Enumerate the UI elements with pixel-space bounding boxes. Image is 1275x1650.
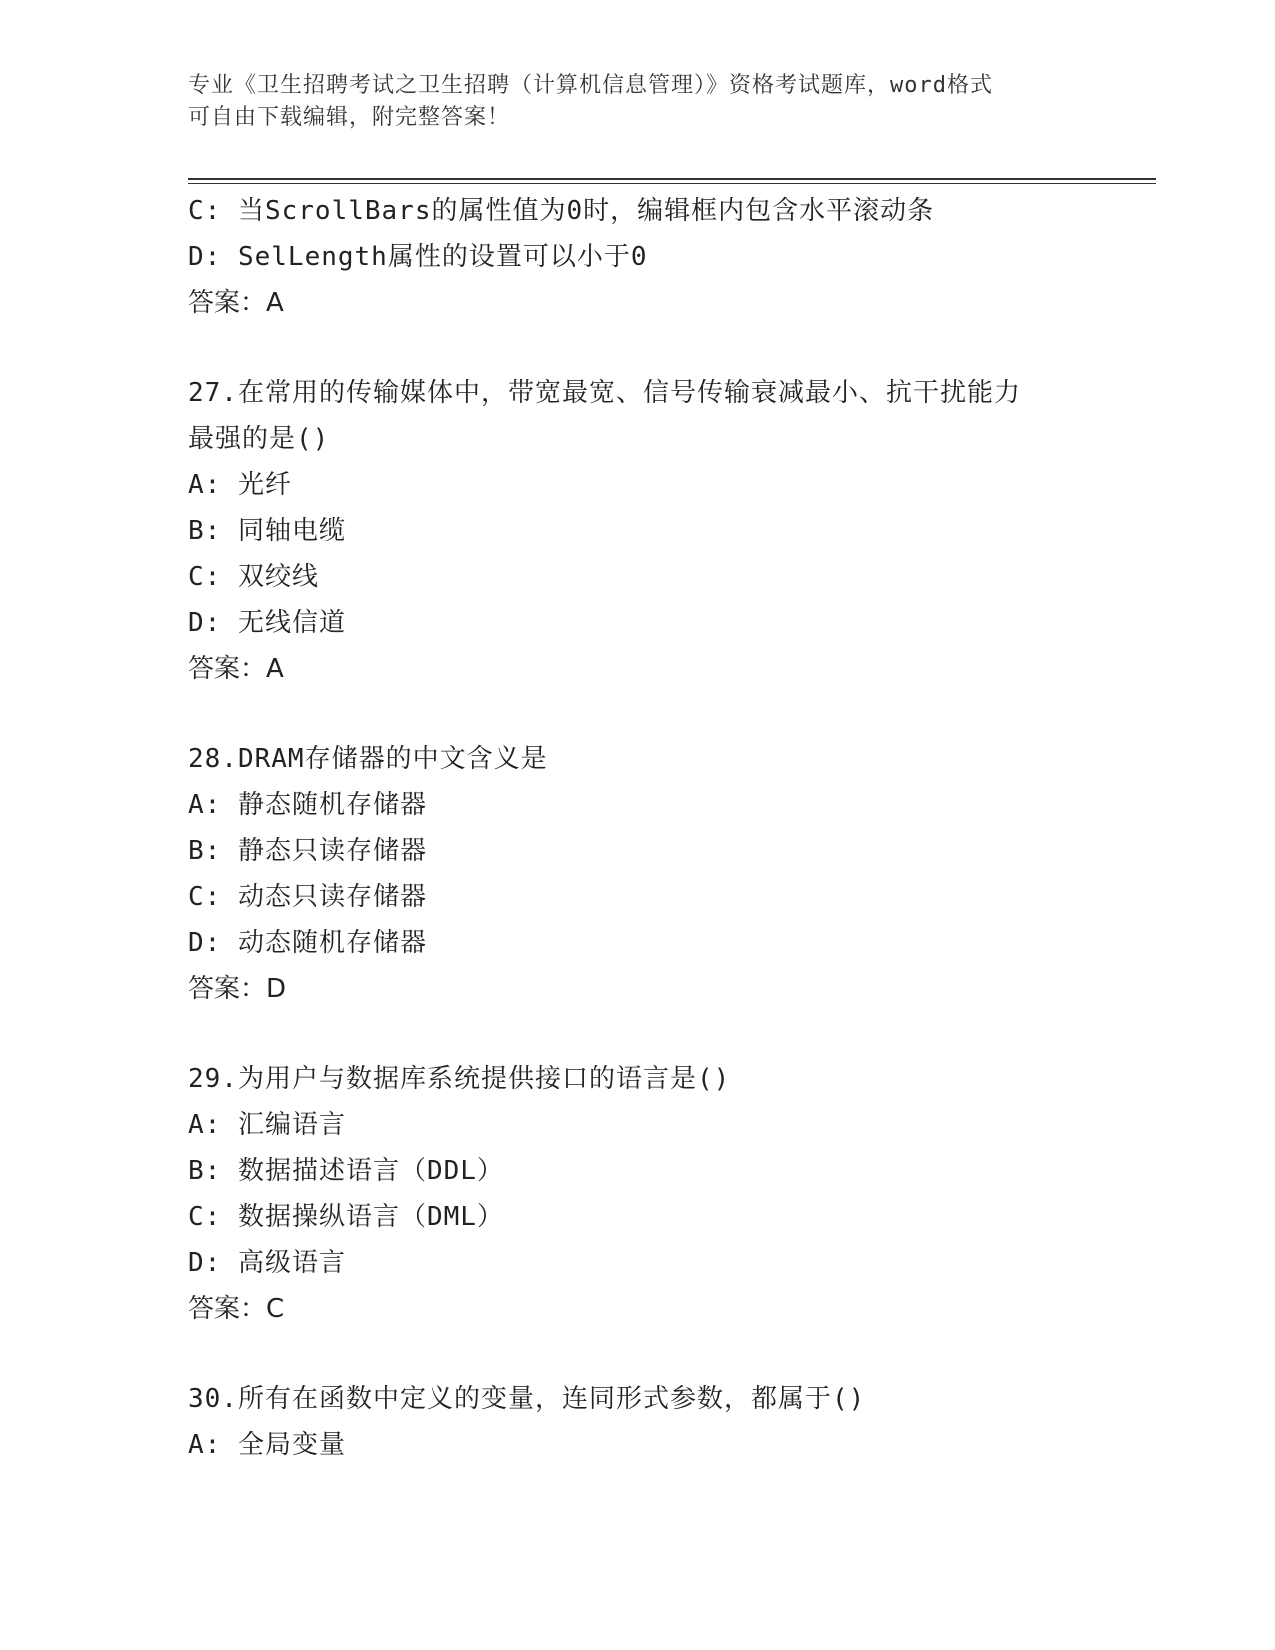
question-list (188, 188, 1088, 1468)
option-a: A: 静态随机存储器 (188, 790, 427, 820)
option-c: C: 当ScrollBars的属性值为0时，编辑框内包含水平滚动条 (188, 196, 935, 226)
option-d: D: 无线信道 (188, 608, 346, 638)
option-d: D: 动态随机存储器 (188, 928, 427, 958)
answer: 答案：C (188, 1294, 285, 1324)
document-header (188, 70, 1068, 134)
answer: 答案：A (188, 654, 284, 684)
option-a: A: 全局变量 (188, 1430, 346, 1460)
answer: 答案：D (188, 974, 287, 1004)
question-stem: 28.DRAM存储器的中文含义是 (188, 744, 548, 774)
header-rule-thin (188, 183, 1156, 184)
option-b: B: 数据描述语言（DDL） (188, 1156, 504, 1186)
question-stem: 29.为用户与数据库系统提供接口的语言是() (188, 1064, 731, 1094)
option-c: C: 双绞线 (188, 562, 319, 592)
question-stem: 30.所有在函数中定义的变量，连同形式参数，都属于() (188, 1384, 866, 1414)
option-b: B: 同轴电缆 (188, 516, 346, 546)
option-b: B: 静态只读存储器 (188, 836, 427, 866)
question-stem-cont: 最强的是() (188, 424, 330, 454)
option-c: C: 动态只读存储器 (188, 882, 427, 912)
header-rule-thick (188, 178, 1156, 180)
option-c: C: 数据操纵语言（DML） (188, 1202, 504, 1232)
answer: 答案：A (188, 288, 284, 318)
option-a: A: 汇编语言 (188, 1110, 346, 1140)
header-line-2: 可自由下载编辑，附完整答案！ (188, 105, 511, 130)
option-d: D: 高级语言 (188, 1248, 346, 1278)
header-line-1: 专业《卫生招聘考试之卫生招聘（计算机信息管理）》资格考试题库，word格式 (188, 73, 993, 98)
option-d: D: SelLength属性的设置可以小于0 (188, 242, 648, 272)
option-a: A: 光纤 (188, 470, 292, 500)
question-stem: 27.在常用的传输媒体中，带宽最宽、信号传输衰减最小、抗干扰能力 (188, 378, 1021, 408)
